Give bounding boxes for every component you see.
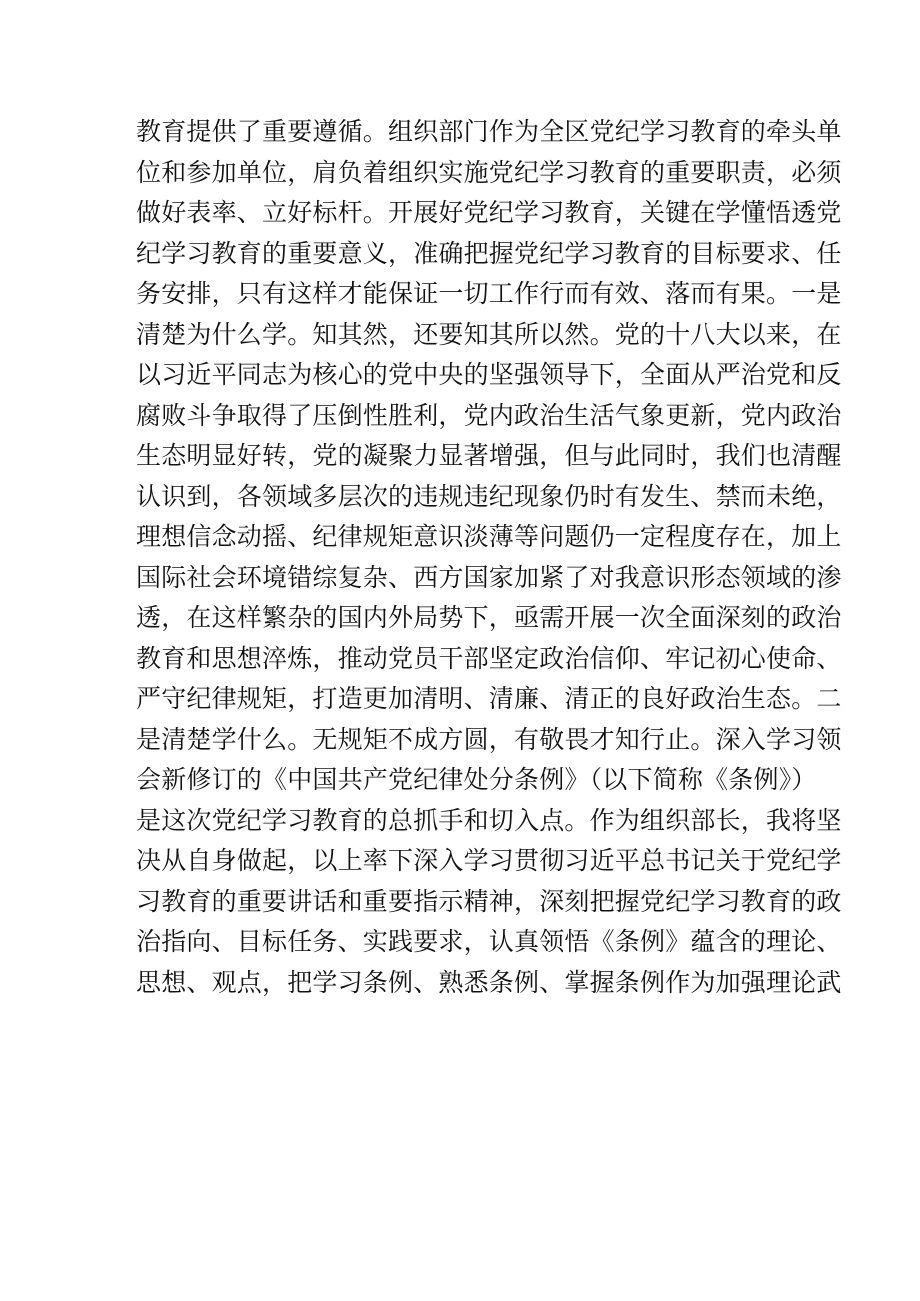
text-line: 认识到，各领域多层次的违规违纪现象仍时有发生、禁而未绝， (136, 481, 842, 511)
text-line: 国际社会环境错综复杂、西方国家加紧了对我意识形态领域的渗 (136, 562, 842, 592)
text-line: 清楚为什么学。知其然，还要知其所以然。党的十八大以来，在 (136, 319, 842, 349)
body-text (136, 112, 842, 1003)
text-line: 决从自身做起，以上率下深入学习贯彻习近平总书记关于党纪学 (136, 846, 842, 875)
text-line: 教育提供了重要遵循。组织部门作为全区党纪学习教育的牵头单 (136, 117, 842, 146)
text-line: 是这次党纪学习教育的总抓手和切入点。作为组织部长，我将坚 (136, 805, 842, 835)
text-line: 位和参加单位，肩负着组织实施党纪学习教育的重要职责，必须 (136, 157, 842, 187)
text-line: 理想信念动摇、纪律规矩意识淡薄等问题仍一定程度存在，加上 (136, 522, 842, 551)
text-line: 腐败斗争取得了压倒性胜利，党内政治生活气象更新，党内政治 (136, 400, 842, 430)
text-line: 严守纪律规矩，打造更加清明、清廉、清正的良好政治生态。二 (136, 684, 842, 713)
text-line: 纪学习教育的重要意义，准确把握党纪学习教育的目标要求、任 (136, 238, 842, 268)
text-line: 以习近平同志为核心的党中央的坚强领导下，全面从严治党和反 (136, 360, 842, 389)
text-line: 会新修订的《中国共产党纪律处分条例》（以下简称《条例》） (136, 765, 817, 794)
text-line: 生态明显好转，党的凝聚力显著增强，但与此同时，我们也清醒 (136, 441, 842, 470)
text-line: 做好表率、立好标杆。开展好党纪学习教育，关键在学懂悟透党 (136, 198, 842, 227)
text-line: 教育和思想淬炼，推动党员干部坚定政治信仰、牢记初心使命、 (136, 643, 842, 673)
text-line: 治指向、目标任务、实践要求，认真领悟《条例》蕴含的理论、 (136, 927, 842, 956)
text-line: 习教育的重要讲话和重要指示精神，深刻把握党纪学习教育的政 (136, 886, 842, 916)
text-line: 务安排，只有这样才能保证一切工作行而有效、落而有果。一是 (136, 279, 842, 308)
text-line: 透，在这样繁杂的国内外局势下，亟需开展一次全面深刻的政治 (136, 603, 842, 632)
text-line: 思想、观点，把学习条例、熟悉条例、掌握条例作为加强理论武 (136, 967, 842, 997)
text-line: 是清楚学什么。无规矩不成方圆，有敬畏才知行止。深入学习领 (136, 724, 842, 754)
